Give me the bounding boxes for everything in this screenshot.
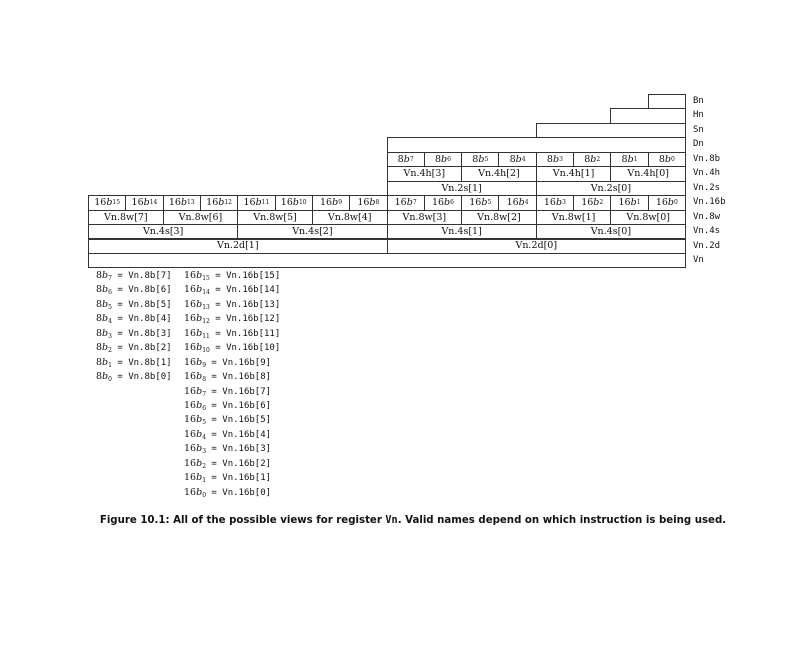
equation-8b-0-rhs: = Vn.8b[7] — [111, 271, 172, 281]
cell-16b-3 — [200, 195, 238, 210]
equation-16b-0-lhs-index: 15 — [202, 275, 210, 282]
cell-4s-2: Vn.4s[1] — [387, 224, 537, 239]
row-label-vn-16b: Vn.16b — [693, 197, 726, 208]
equation-16b-14-lhs-index: 1 — [202, 477, 207, 485]
cell-16b-10-text-index: 5 — [487, 198, 492, 206]
equation-16b-4-rhs: = Vn.16b[11] — [209, 328, 281, 339]
cell-16b-12-text-index: 3 — [562, 198, 566, 206]
equation-16b-9-lhs-prefix: 16 — [184, 399, 197, 411]
cell-2d-1: Vn.2d[0] — [387, 239, 687, 254]
equation-8b-7-lhs-index: 0 — [108, 376, 112, 384]
equation-16b-5-lhs-prefix: 16 — [184, 342, 197, 354]
cell-8b-6-text-index: 1 — [633, 155, 638, 163]
equation-16b-13-rhs: = Vn.16b[2] — [206, 458, 272, 469]
cell-16b-5-text-index: 10 — [298, 198, 307, 206]
cell-8b-6 — [610, 152, 648, 167]
cell-16b-13 — [573, 195, 611, 210]
cell-4h-3: Vn.4h[0] — [610, 166, 686, 181]
cell-8b-7-text-var: b — [664, 153, 671, 165]
cell-16b-14 — [610, 195, 648, 210]
equation-8b-6-lhs-var: b — [102, 356, 109, 368]
cell-hn — [610, 108, 686, 123]
equation-8b-1-lhs-index: 6 — [108, 289, 112, 297]
equation-8b-6-rhs: = Vn.8b[1] — [111, 357, 172, 368]
cell-16b-15-text-prefix: 16 — [655, 197, 668, 209]
equation-16b-7-lhs-prefix: 16 — [184, 371, 197, 383]
equation-16b-12-lhs-index: 3 — [202, 448, 207, 456]
cell-8b-5-text-prefix: 8 — [584, 153, 591, 165]
equation-8b-1 — [96, 283, 172, 297]
equation-16b-8-lhs-var: b — [196, 385, 203, 397]
equation-16b-1-lhs-index: 14 — [202, 289, 210, 297]
cell-16b-11 — [498, 195, 536, 210]
equation-16b-6-lhs-prefix: 16 — [184, 356, 197, 368]
equation-8b-4-rhs: = Vn.8b[3] — [111, 328, 172, 339]
cell-16b-1-text-index: 14 — [149, 198, 158, 206]
cell-16b-12-text-prefix: 16 — [543, 197, 556, 209]
equation-16b-0 — [184, 269, 280, 283]
cell-8b-5-text-var: b — [590, 153, 597, 165]
cell-16b-9-text-index: 6 — [450, 198, 454, 206]
cell-16b-6-text-var: b — [332, 197, 339, 209]
equation-16b-2 — [184, 298, 280, 312]
cell-16b-1 — [125, 195, 163, 210]
equation-16b-9-lhs-index: 6 — [202, 404, 207, 412]
equation-16b-11 — [184, 428, 280, 442]
cell-8w-7: Vn.8w[0] — [610, 210, 686, 225]
cell-2s-1: Vn.2s[0] — [536, 181, 686, 196]
equation-16b-4-lhs-prefix: 16 — [184, 327, 197, 339]
equation-8b-2-lhs-index: 5 — [108, 303, 112, 311]
cell-4s-0: Vn.4s[3] — [88, 224, 238, 239]
row-label-hn: Hn — [693, 110, 704, 121]
cell-8w-4: Vn.8w[3] — [387, 210, 463, 225]
cell-4h-2: Vn.4h[1] — [536, 166, 612, 181]
equation-16b-3-lhs-prefix: 16 — [184, 313, 197, 325]
equation-8b-4-lhs-var: b — [102, 327, 109, 339]
equation-16b-8-rhs: = Vn.16b[7] — [206, 386, 272, 397]
cell-8b-2-text-var: b — [478, 153, 485, 165]
cell-16b-1-text-var: b — [143, 197, 150, 209]
cell-8w-3: Vn.8w[4] — [312, 210, 388, 225]
cell-8b-7-text-index: 0 — [671, 155, 675, 163]
equation-16b-0-lhs-var: b — [196, 270, 203, 281]
cell-8b-7 — [648, 152, 686, 167]
cell-8b-3 — [498, 152, 536, 167]
cell-8b-5 — [573, 152, 611, 167]
cell-8b-0-text-index: 7 — [409, 155, 414, 163]
equation-16b-10-rhs: = Vn.16b[5] — [206, 415, 272, 426]
cell-4s-3: Vn.4s[0] — [536, 224, 686, 239]
cell-16b-12 — [536, 195, 574, 210]
cell-16b-14-text-index: 1 — [636, 198, 641, 206]
cell-16b-11-text-index: 4 — [524, 198, 529, 206]
equation-16b-3-lhs-index: 12 — [202, 318, 210, 326]
equation-16b-3 — [184, 312, 280, 326]
cell-dn — [387, 137, 687, 152]
equation-16b-1-lhs-prefix: 16 — [184, 284, 197, 296]
cell-16b-7-text-prefix: 16 — [357, 197, 370, 209]
cell-8b-2-text-prefix: 8 — [472, 153, 479, 165]
cell-8b-2-text-index: 5 — [484, 155, 489, 163]
cell-16b-7-text-var: b — [369, 197, 376, 209]
cell-16b-6-text-index: 9 — [338, 198, 343, 206]
equation-16b-2-lhs-index: 13 — [202, 303, 210, 311]
cell-16b-0-text-var: b — [106, 197, 113, 209]
cell-16b-4 — [237, 195, 275, 210]
equation-8b-5-lhs-var: b — [102, 342, 109, 354]
cell-4s-1: Vn.4s[2] — [237, 224, 387, 239]
equation-16b-11-lhs-var: b — [196, 428, 203, 440]
equation-16b-8-lhs-index: 7 — [202, 390, 207, 398]
equation-8b-5-rhs: = Vn.8b[2] — [111, 343, 172, 354]
cell-16b-9-text-prefix: 16 — [431, 197, 445, 209]
equation-16b-0-lhs-prefix: 16 — [184, 270, 197, 281]
cell-8b-0-text-var: b — [403, 153, 410, 165]
row-label-vn-8w: Vn.8w — [693, 211, 721, 222]
cell-8b-2 — [461, 152, 499, 167]
row-label-vn: Vn — [693, 254, 704, 265]
cell-16b-13-text-index: 2 — [599, 198, 604, 206]
equation-16b-10-lhs-var: b — [196, 414, 203, 426]
cell-16b-5 — [275, 195, 313, 210]
equation-16b-6-lhs-index: 9 — [202, 361, 207, 369]
equation-16b-7 — [184, 370, 280, 384]
cell-8w-2: Vn.8w[5] — [237, 210, 313, 225]
cell-16b-1-text-prefix: 16 — [131, 197, 144, 209]
cell-16b-15-text-index: 0 — [674, 198, 678, 206]
equation-8b-7 — [96, 370, 172, 384]
equation-8b-5-lhs-prefix: 8 — [96, 342, 103, 354]
cell-16b-8-text-index: 7 — [412, 198, 417, 206]
cell-16b-0-text-prefix: 16 — [94, 197, 107, 209]
cell-16b-5-text-var: b — [292, 197, 299, 209]
cell-8b-5-text-index: 2 — [596, 155, 601, 163]
equation-list-16b — [184, 269, 280, 500]
equation-16b-8 — [184, 385, 280, 399]
equation-8b-2-lhs-var: b — [102, 298, 109, 310]
equation-16b-6-rhs: = Vn.16b[9] — [206, 357, 272, 368]
equation-8b-2 — [96, 298, 172, 312]
cell-16b-2 — [163, 195, 201, 210]
cell-16b-14-text-prefix: 16 — [618, 197, 631, 209]
cell-16b-10-text-var: b — [481, 197, 488, 209]
equation-8b-0-lhs-var: b — [102, 270, 109, 281]
cell-2s-0: Vn.2s[1] — [387, 181, 537, 196]
equation-8b-1-lhs-prefix: 8 — [96, 284, 103, 296]
equation-16b-15-lhs-index: 0 — [202, 491, 207, 499]
cell-16b-13-text-prefix: 16 — [581, 197, 594, 209]
cell-8b-4 — [536, 152, 574, 167]
equation-16b-14-rhs: = Vn.16b[1] — [206, 473, 272, 484]
equation-16b-6-lhs-var: b — [196, 356, 203, 368]
equation-16b-5 — [184, 341, 280, 355]
equation-8b-3-lhs-index: 4 — [108, 318, 112, 326]
equation-8b-1-rhs: = Vn.8b[6] — [111, 285, 172, 296]
cell-bn — [648, 94, 686, 109]
cell-16b-10-text-prefix: 16 — [469, 197, 482, 209]
equation-8b-7-rhs: = Vn.8b[0] — [111, 372, 172, 383]
cell-16b-13-text-var: b — [593, 197, 600, 209]
caption-text-before: Figure 10.1: All of the possible views for register — [99, 515, 386, 526]
equation-8b-3-lhs-prefix: 8 — [96, 313, 103, 325]
equation-16b-2-lhs-var: b — [196, 298, 203, 310]
equation-16b-10-lhs-prefix: 16 — [184, 414, 197, 426]
equation-8b-1-lhs-var: b — [102, 284, 109, 296]
cell-16b-11-text-var: b — [518, 197, 525, 209]
equation-16b-2-lhs-prefix: 16 — [184, 298, 197, 310]
equation-16b-11-lhs-prefix: 16 — [184, 428, 197, 440]
equation-16b-14-lhs-var: b — [196, 472, 203, 484]
equation-16b-10-lhs-index: 5 — [202, 419, 207, 427]
cell-4h-0: Vn.4h[3] — [387, 166, 463, 181]
row-label-sn: Sn — [693, 124, 704, 135]
equation-16b-9-rhs: = Vn.16b[6] — [206, 400, 272, 411]
equation-8b-4-lhs-index: 3 — [108, 332, 112, 340]
equation-8b-4-lhs-prefix: 8 — [96, 327, 103, 339]
equation-8b-5 — [96, 341, 172, 355]
equation-16b-14-lhs-prefix: 16 — [184, 472, 197, 484]
cell-16b-9-text-var: b — [444, 197, 451, 209]
equation-16b-3-rhs: = Vn.16b[12] — [209, 314, 281, 325]
cell-16b-8-text-prefix: 16 — [394, 197, 407, 209]
cell-8b-1-text-index: 6 — [447, 155, 451, 163]
cell-16b-7-text-index: 8 — [375, 198, 380, 206]
cell-8b-6-text-prefix: 8 — [621, 153, 628, 165]
equation-8b-0 — [96, 269, 172, 283]
cell-16b-10 — [461, 195, 499, 210]
cell-8b-0 — [387, 152, 425, 167]
cell-2d-0: Vn.2d[1] — [88, 239, 388, 254]
equation-16b-12-rhs: = Vn.16b[3] — [206, 444, 272, 455]
cell-16b-5-text-prefix: 16 — [280, 197, 293, 209]
cell-16b-15-text-var: b — [667, 197, 675, 209]
cell-8b-6-text-var: b — [627, 153, 634, 165]
cell-16b-4-text-var: b — [255, 197, 262, 209]
equation-16b-4-lhs-var: b — [196, 327, 203, 339]
equation-8b-2-rhs: = Vn.8b[5] — [111, 299, 172, 310]
caption-text-after: . Valid names depend on which instruction is being used. — [397, 515, 727, 526]
cell-8b-3-text-var: b — [515, 153, 522, 165]
equation-16b-14 — [184, 471, 280, 485]
equation-8b-7-lhs-prefix: 8 — [96, 371, 103, 383]
equation-16b-15-lhs-var: b — [196, 486, 203, 498]
cell-8b-1 — [424, 152, 462, 167]
cell-16b-3-text-var: b — [218, 197, 225, 209]
equation-8b-3-rhs: = Vn.8b[4] — [111, 314, 172, 325]
cell-16b-6 — [312, 195, 350, 210]
equation-16b-9 — [184, 399, 280, 413]
cell-8w-1: Vn.8w[6] — [163, 210, 239, 225]
equation-8b-6-lhs-index: 1 — [108, 361, 112, 369]
cell-8b-7-text-prefix: 8 — [658, 153, 665, 165]
cell-16b-9 — [424, 195, 462, 210]
cell-16b-0 — [88, 195, 126, 210]
equation-8b-3 — [96, 312, 172, 326]
equation-16b-7-rhs: = Vn.16b[8] — [206, 372, 272, 383]
figure-caption — [0, 515, 800, 526]
cell-16b-2-text-var: b — [180, 197, 188, 209]
cell-8b-4-text-index: 3 — [559, 155, 563, 163]
equation-16b-1-rhs: = Vn.16b[14] — [209, 285, 281, 296]
cell-16b-6-text-prefix: 16 — [320, 197, 333, 209]
cell-16b-0-text-index: 15 — [112, 198, 121, 206]
equation-16b-9-lhs-var: b — [196, 399, 203, 411]
equation-16b-2-rhs: = Vn.16b[13] — [209, 299, 281, 310]
cell-8w-5: Vn.8w[2] — [461, 210, 537, 225]
cell-8b-1-text-var: b — [441, 153, 448, 165]
row-label-vn-2d: Vn.2d — [693, 240, 721, 251]
equation-8b-6-lhs-prefix: 8 — [96, 356, 103, 368]
equation-8b-2-lhs-prefix: 8 — [96, 298, 103, 310]
equation-16b-4-lhs-index: 11 — [202, 332, 210, 340]
cell-vn — [88, 253, 686, 268]
equation-list-8b — [96, 269, 172, 385]
equation-16b-5-rhs: = Vn.16b[10] — [209, 343, 281, 354]
equation-8b-7-lhs-var: b — [102, 371, 109, 383]
cell-8b-4-text-prefix: 8 — [546, 153, 553, 165]
cell-sn — [536, 123, 686, 138]
equation-16b-13 — [184, 457, 280, 471]
equation-16b-12-lhs-prefix: 16 — [184, 443, 197, 455]
equation-16b-10 — [184, 413, 280, 427]
cell-16b-7 — [349, 195, 387, 210]
row-label-vn-2s: Vn.2s — [693, 182, 721, 193]
equation-16b-7-lhs-var: b — [196, 371, 203, 383]
cell-16b-15 — [648, 195, 686, 210]
cell-4h-1: Vn.4h[2] — [461, 166, 537, 181]
equation-16b-15-rhs: = Vn.16b[0] — [206, 487, 272, 498]
cell-16b-3-text-index: 12 — [224, 198, 232, 206]
row-label-vn-8b: Vn.8b — [693, 153, 721, 164]
equation-16b-8-lhs-prefix: 16 — [184, 385, 197, 397]
cell-16b-4-text-prefix: 16 — [243, 197, 256, 209]
cell-16b-4-text-index: 11 — [261, 198, 270, 206]
cell-8w-0: Vn.8w[7] — [88, 210, 164, 225]
equation-16b-7-lhs-index: 8 — [202, 376, 207, 384]
equation-8b-4 — [96, 327, 172, 341]
caption-register-name: Vn — [385, 515, 398, 526]
row-label-vn-4h: Vn.4h — [693, 168, 721, 179]
cell-8b-0-text-prefix: 8 — [397, 153, 404, 165]
row-label-bn: Bn — [693, 96, 704, 106]
row-label-vn-4s: Vn.4s — [693, 226, 721, 237]
equation-8b-0-lhs-index: 7 — [108, 275, 112, 282]
cell-16b-8 — [387, 195, 425, 210]
equation-16b-6 — [184, 356, 280, 370]
cell-8w-6: Vn.8w[1] — [536, 210, 612, 225]
cell-16b-8-text-var: b — [406, 197, 413, 209]
equation-8b-5-lhs-index: 2 — [108, 347, 112, 355]
equation-16b-11-lhs-index: 4 — [202, 433, 207, 441]
cell-8b-1-text-prefix: 8 — [434, 153, 442, 165]
equation-16b-3-lhs-var: b — [196, 313, 203, 325]
equation-16b-13-lhs-var: b — [196, 457, 203, 469]
cell-16b-14-text-var: b — [630, 197, 637, 209]
equation-16b-1 — [184, 283, 280, 297]
cell-16b-3-text-prefix: 16 — [206, 197, 219, 209]
equation-16b-4 — [184, 327, 280, 341]
equation-16b-12-lhs-var: b — [196, 443, 203, 455]
equation-16b-5-lhs-var: b — [196, 342, 203, 354]
cell-8b-3-text-index: 4 — [521, 155, 526, 163]
cell-8b-4-text-var: b — [552, 153, 560, 165]
cell-16b-11-text-prefix: 16 — [506, 197, 519, 209]
cell-8b-3-text-prefix: 8 — [509, 153, 516, 165]
equation-8b-3-lhs-var: b — [102, 313, 109, 325]
equation-16b-15 — [184, 486, 280, 500]
equation-16b-1-lhs-var: b — [196, 284, 203, 296]
equation-16b-11-rhs: = Vn.16b[4] — [206, 429, 272, 440]
cell-16b-2-text-prefix: 16 — [168, 197, 181, 209]
cell-16b-12-text-var: b — [555, 197, 563, 209]
equation-8b-0-lhs-prefix: 8 — [96, 270, 103, 281]
cell-16b-2-text-index: 13 — [187, 198, 195, 206]
equation-16b-13-lhs-prefix: 16 — [184, 457, 197, 469]
equation-8b-6 — [96, 356, 172, 370]
equation-16b-0-rhs: = Vn.16b[15] — [209, 271, 281, 281]
equation-16b-15-lhs-prefix: 16 — [184, 486, 197, 498]
equation-16b-5-lhs-index: 10 — [202, 347, 210, 355]
equation-16b-12 — [184, 442, 280, 456]
row-label-dn: Dn — [693, 139, 704, 150]
equation-16b-13-lhs-index: 2 — [202, 462, 207, 470]
